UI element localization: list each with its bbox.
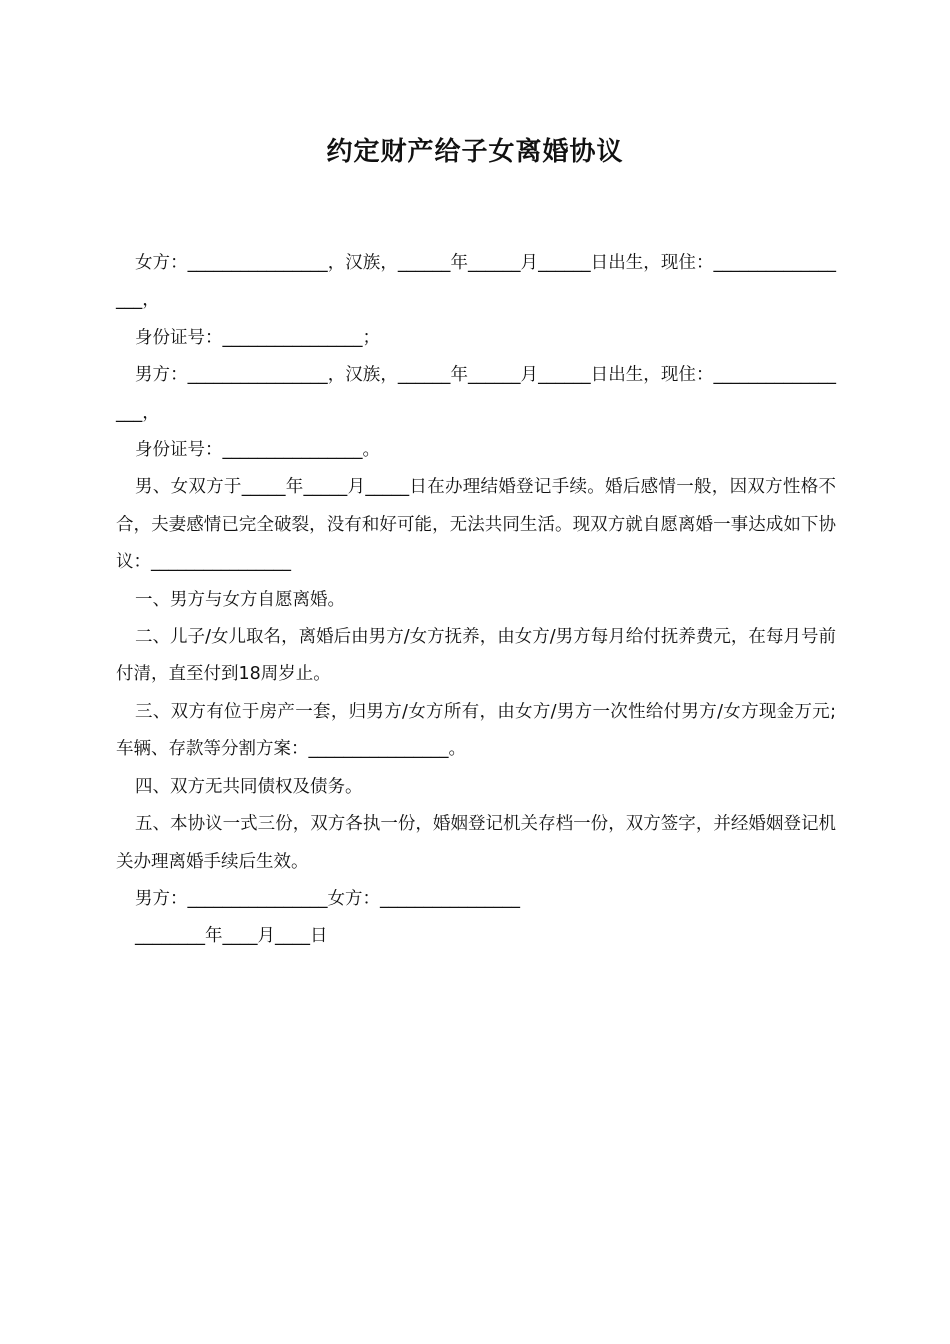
female-party-info: 女方：________________，汉族，______年______月______日出生，现住：_________________， bbox=[116, 253, 836, 311]
clause-2: 二、儿子/女儿取名，离婚后由男方/女方抚养，由女方/男方每月给付抚养费元，在每月号前付清，直至付到18周岁止。 bbox=[116, 627, 836, 685]
document-body bbox=[116, 245, 836, 956]
clause-4: 四、双方无共同债权及债务。 bbox=[135, 776, 363, 797]
clause-5: 五、本协议一式三份，双方各执一份，婚姻登记机关存档一份，双方签字，并经婚姻登记机关办理离婚手续后生效。 bbox=[116, 814, 836, 872]
signature-line: 男方：________________女方：________________ bbox=[135, 888, 520, 909]
document-title: 约定财产给子女离婚协议 bbox=[326, 137, 624, 167]
female-id-number: 身份证号：________________； bbox=[135, 327, 380, 348]
male-party-info: 男方：________________，汉族，______年______月______日出生，现住：_________________， bbox=[116, 365, 836, 423]
date-line: ________年____月____日 bbox=[135, 926, 328, 947]
marriage-background: 男、女双方于_____年_____月_____日在办理结婚登记手续。婚后感情一般，因双方性格不合，夫妻感情已完全破裂，没有和好可能，无法共同生活。现双方就自愿离婚一事达成如下协议：________________ bbox=[116, 477, 836, 573]
clause-3: 三、双方有位于房产一套，归男方/女方所有，由女方/男方一次性给付男方/女方现金万元;车辆、存款等分割方案：________________。 bbox=[116, 701, 836, 760]
clause-1: 一、男方与女方自愿离婚。 bbox=[135, 589, 345, 610]
male-id-number: 身份证号：________________。 bbox=[135, 440, 380, 461]
